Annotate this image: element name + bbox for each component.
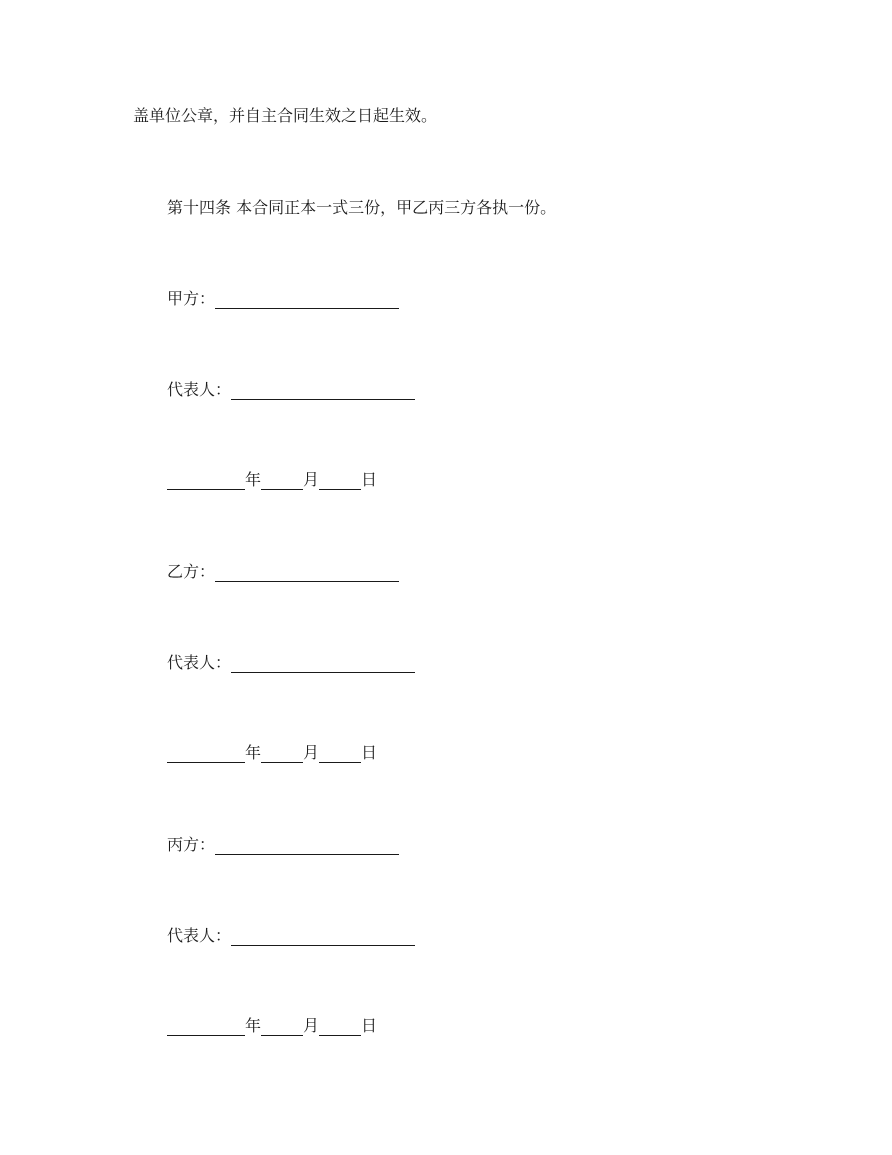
- party-c-signature-blank[interactable]: [215, 836, 399, 855]
- clause-continuation: [133, 106, 437, 126]
- month-label: 月: [303, 470, 320, 489]
- clause-continuation-text: 盖单位公章，并自主合同生效之日起生效。: [133, 106, 438, 125]
- party-c-representative-label: 代表人：: [167, 926, 232, 945]
- year-label: 年: [245, 1016, 262, 1035]
- party-b-signature-blank[interactable]: [215, 563, 399, 582]
- party-a-line: [167, 289, 399, 309]
- party-b-representative-label: 代表人：: [167, 653, 232, 672]
- day-label: 日: [361, 743, 378, 762]
- day-label: 日: [361, 470, 378, 489]
- party-c-representative-line: [167, 926, 415, 946]
- month-label: 月: [303, 743, 320, 762]
- party-b-representative-line: [167, 653, 415, 673]
- party-a-representative-blank[interactable]: [231, 381, 415, 400]
- party-b-month-blank[interactable]: [261, 744, 303, 763]
- party-a-representative-line: [167, 380, 415, 400]
- party-a-date-line: [167, 470, 377, 490]
- party-a-representative-label: 代表人：: [167, 380, 232, 399]
- article-14-text: 第十四条 本合同正本一式三份，甲乙丙三方各执一份。: [167, 198, 557, 217]
- article-14: [167, 198, 556, 218]
- party-c-month-blank[interactable]: [261, 1017, 303, 1036]
- party-a-day-blank[interactable]: [319, 471, 361, 490]
- party-b-representative-blank[interactable]: [231, 654, 415, 673]
- day-label: 日: [361, 1016, 378, 1035]
- party-c-date-line: [167, 1016, 377, 1036]
- party-b-label: 乙方：: [167, 562, 216, 581]
- party-c-year-blank[interactable]: [167, 1017, 245, 1036]
- party-c-representative-blank[interactable]: [231, 927, 415, 946]
- party-b-day-blank[interactable]: [319, 744, 361, 763]
- party-a-year-blank[interactable]: [167, 471, 245, 490]
- party-c-label: 丙方：: [167, 835, 216, 854]
- year-label: 年: [245, 470, 262, 489]
- party-a-signature-blank[interactable]: [215, 290, 399, 309]
- party-b-year-blank[interactable]: [167, 744, 245, 763]
- party-c-day-blank[interactable]: [319, 1017, 361, 1036]
- party-b-date-line: [167, 743, 377, 763]
- year-label: 年: [245, 743, 262, 762]
- month-label: 月: [303, 1016, 320, 1035]
- party-c-line: [167, 835, 399, 855]
- party-b-line: [167, 562, 399, 582]
- party-a-label: 甲方：: [167, 289, 216, 308]
- party-a-month-blank[interactable]: [261, 471, 303, 490]
